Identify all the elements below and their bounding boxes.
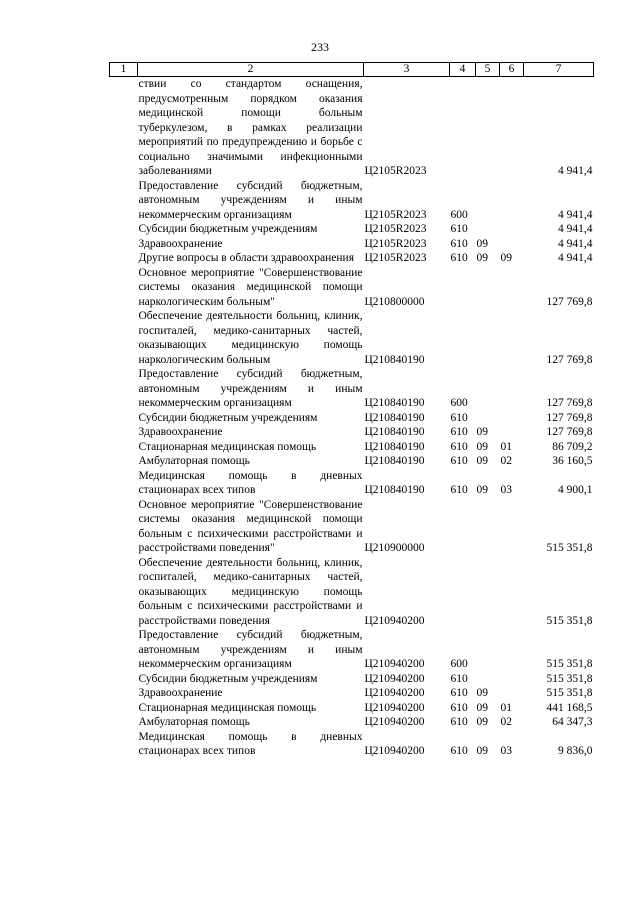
expense-type-code: [450, 77, 476, 179]
target-code: Ц210800000: [364, 295, 425, 308]
item-name: Медицинская помощь в дневных стационарах всех типов: [138, 730, 363, 757]
subsection-code: [500, 498, 524, 556]
empty-cell: [110, 672, 138, 687]
amount: 515 351,8: [546, 542, 593, 554]
expense-type-code: 600: [450, 397, 468, 409]
expense-type-code: 610: [450, 237, 468, 250]
amount: 127 769,8: [546, 397, 593, 409]
empty-cell: [110, 309, 138, 367]
target-code: Ц210840190: [364, 426, 425, 438]
item-name: Предоставление субсидий бюджетным, автономным учреждениям и иным некоммерческим организациям: [138, 179, 363, 221]
section-code: 09: [476, 701, 488, 714]
table-row: [110, 440, 594, 455]
expense-type-code: [450, 266, 476, 310]
table-row: [110, 498, 594, 556]
table-row: [110, 266, 594, 310]
subsection-code: 02: [500, 716, 512, 728]
empty-cell: [110, 701, 138, 716]
amount: 515 351,8: [546, 658, 593, 670]
subsection-code: [500, 556, 524, 629]
table-row: [110, 715, 594, 730]
empty-cell: [110, 237, 138, 252]
empty-cell: [110, 715, 138, 730]
column-header: 5: [476, 63, 500, 77]
subsection-code: 01: [500, 701, 512, 714]
amount: 515 351,8: [546, 687, 593, 699]
table-row: [110, 411, 594, 426]
section-code: [476, 266, 500, 310]
section-code: [476, 556, 500, 629]
item-name: Основное мероприятие "Совершенствование системы оказания медицинской помощи больным с психическими расстройствами и расстройствами поведения": [138, 498, 363, 554]
target-code: Ц210840190: [364, 397, 425, 409]
table-row: [110, 730, 594, 759]
amount: 441 168,5: [546, 701, 593, 714]
subsection-code: [500, 686, 524, 701]
table-row: [110, 367, 594, 411]
amount: 127 769,8: [546, 411, 593, 424]
column-header: 2: [138, 63, 364, 77]
empty-cell: [110, 628, 138, 672]
subsection-code: [500, 628, 524, 672]
table-row: [110, 179, 594, 223]
amount: 4 900,1: [558, 484, 593, 496]
expense-type-code: 610: [450, 745, 468, 757]
amount: 4 941,4: [558, 237, 593, 250]
item-name: Стационарная медицинская помощь: [138, 440, 317, 453]
amount: 4 941,4: [558, 165, 593, 177]
empty-cell: [110, 77, 138, 179]
expense-type-code: [450, 556, 476, 629]
section-code: 09: [476, 484, 488, 496]
item-name: Обеспечение деятельности больниц, клиник, госпиталей, медико-санитарных частей, оказывающих медицинскую помощь наркологическим больным: [138, 310, 363, 366]
subsection-code: [500, 672, 524, 687]
target-code: Ц2105R2023: [364, 165, 427, 177]
item-name: Медицинская помощь в дневных стационарах всех типов: [138, 469, 363, 496]
empty-cell: [110, 411, 138, 426]
target-code: Ц210940200: [364, 701, 425, 714]
subsection-code: 09: [500, 252, 512, 264]
subsection-code: [500, 411, 524, 426]
subsection-code: [500, 179, 524, 223]
section-code: 09: [476, 716, 488, 728]
table-row: [110, 556, 594, 629]
target-code: Ц210940200: [364, 658, 425, 670]
item-name: Здравоохранение: [138, 687, 223, 699]
amount: 515 351,8: [546, 614, 593, 627]
budget-table: [109, 62, 594, 759]
amount: 4 941,4: [558, 223, 593, 235]
subsection-code: [500, 77, 524, 179]
table-row: [110, 309, 594, 367]
target-code: Ц210840190: [364, 455, 425, 467]
table-row: [110, 251, 594, 266]
section-code: 09: [476, 426, 488, 438]
expense-type-code: 610: [450, 252, 468, 264]
empty-cell: [110, 251, 138, 266]
subsection-code: [500, 237, 524, 252]
item-name: Предоставление субсидий бюджетным, автономным учреждениям и иным некоммерческим организациям: [138, 629, 363, 670]
table-row: [110, 425, 594, 440]
target-code: Ц2105R2023: [364, 237, 427, 250]
target-code: Ц210840190: [364, 484, 425, 496]
item-name: Здравоохранение: [138, 237, 223, 250]
table-row: [110, 469, 594, 498]
amount: 64 347,3: [552, 716, 593, 728]
column-header: 4: [450, 63, 476, 77]
expense-type-code: 610: [450, 426, 468, 438]
table-row: [110, 222, 594, 237]
item-name: Амбулаторная помощь: [138, 716, 250, 728]
table-header: [110, 63, 594, 77]
table-body: [110, 77, 594, 759]
section-code: 09: [476, 455, 488, 467]
empty-cell: [110, 556, 138, 629]
table-row: [110, 454, 594, 469]
section-code: [476, 628, 500, 672]
amount: 4 941,4: [558, 252, 593, 264]
amount: 9 836,0: [558, 745, 593, 757]
amount: 86 709,2: [552, 440, 593, 453]
empty-cell: [110, 179, 138, 223]
column-header: 3: [364, 63, 450, 77]
section-code: [476, 309, 500, 367]
target-code: Ц210840190: [364, 440, 425, 453]
expense-type-code: 610: [450, 687, 468, 699]
target-code: Ц210940200: [364, 745, 425, 757]
subsection-code: 01: [500, 440, 512, 453]
section-code: 09: [476, 687, 488, 699]
expense-type-code: [450, 309, 476, 367]
target-code: Ц210840190: [364, 411, 425, 424]
section-code: [476, 367, 500, 411]
item-name: Субсидии бюджетным учреждениям: [138, 411, 318, 424]
expense-type-code: [450, 498, 476, 556]
item-name: Предоставление субсидий бюджетным, автономным учреждениям и иным некоммерческим организациям: [138, 368, 363, 409]
empty-cell: [110, 222, 138, 237]
subsection-code: 02: [500, 455, 512, 467]
section-code: [476, 498, 500, 556]
expense-type-code: 610: [450, 440, 468, 453]
expense-type-code: 610: [450, 701, 468, 714]
section-code: [476, 411, 500, 426]
expense-type-code: 610: [450, 455, 468, 467]
section-code: [476, 672, 500, 687]
item-name: Обеспечение деятельности больниц, клиник, госпиталей, медико-санитарных частей, оказывающих медицинскую помощь больным с психическими расстройствами и расстройствами поведения: [138, 556, 363, 627]
target-code: Ц210940200: [364, 672, 425, 685]
item-name: ствии со стандартом оснащения, предусмотренным порядком оказания медицинской помощи больным туберкулезом, в рамках реализации мероприятий по предупреждению и борьбе с социально значимыми инфекционными заболеваниями: [138, 78, 363, 177]
section-code: 09: [476, 237, 488, 250]
item-name: Основное мероприятие "Совершенствование системы оказания медицинской помощи наркологическим больным": [138, 266, 363, 308]
target-code: Ц210840190: [364, 353, 425, 366]
item-name: Субсидии бюджетным учреждениям: [138, 223, 318, 235]
section-code: [476, 179, 500, 223]
expense-type-code: 610: [450, 672, 468, 685]
column-header: 1: [110, 63, 138, 77]
table-row: [110, 237, 594, 252]
subsection-code: 03: [500, 745, 512, 757]
expense-type-code: 610: [450, 716, 468, 728]
subsection-code: 03: [500, 484, 512, 496]
item-name: Субсидии бюджетным учреждениям: [138, 672, 318, 685]
subsection-code: [500, 222, 524, 237]
subsection-code: [500, 309, 524, 367]
target-code: Ц2105R2023: [364, 223, 427, 235]
empty-cell: [110, 498, 138, 556]
amount: 4 941,4: [558, 208, 593, 221]
target-code: Ц210940200: [364, 614, 425, 627]
amount: 127 769,8: [546, 295, 593, 308]
empty-cell: [110, 367, 138, 411]
target-code: Ц210940200: [364, 716, 425, 728]
item-name: Стационарная медицинская помощь: [138, 701, 317, 714]
empty-cell: [110, 686, 138, 701]
section-code: 09: [476, 252, 488, 264]
empty-cell: [110, 730, 138, 759]
section-code: 09: [476, 440, 488, 453]
amount: 515 351,8: [546, 672, 593, 685]
expense-type-code: 610: [450, 223, 468, 235]
item-name: Амбулаторная помощь: [138, 455, 250, 467]
empty-cell: [110, 266, 138, 310]
target-code: Ц2105R2023: [364, 208, 427, 221]
subsection-code: [500, 425, 524, 440]
empty-cell: [110, 425, 138, 440]
table-row: [110, 701, 594, 716]
item-name: Другие вопросы в области здравоохранения: [138, 252, 354, 264]
empty-cell: [110, 469, 138, 498]
page-number: 233: [311, 40, 329, 54]
table-row: [110, 628, 594, 672]
expense-type-code: 600: [450, 658, 468, 670]
section-code: [476, 77, 500, 179]
amount: 127 769,8: [546, 353, 593, 366]
item-name: Здравоохранение: [138, 426, 223, 438]
table-row: [110, 77, 594, 179]
target-code: Ц2105R2023: [364, 252, 427, 264]
section-code: 09: [476, 745, 488, 757]
expense-type-code: 610: [450, 411, 468, 424]
subsection-code: [500, 367, 524, 411]
target-code: Ц210900000: [364, 542, 425, 554]
column-header: 7: [524, 63, 594, 77]
expense-type-code: 610: [450, 484, 468, 496]
empty-cell: [110, 454, 138, 469]
column-header: 6: [500, 63, 524, 77]
amount: 127 769,8: [546, 426, 593, 438]
amount: 36 160,5: [552, 455, 593, 467]
subsection-code: [500, 266, 524, 310]
target-code: Ц210940200: [364, 687, 425, 699]
table-row: [110, 686, 594, 701]
empty-cell: [110, 440, 138, 455]
expense-type-code: 600: [450, 208, 468, 221]
table-row: [110, 672, 594, 687]
section-code: [476, 222, 500, 237]
